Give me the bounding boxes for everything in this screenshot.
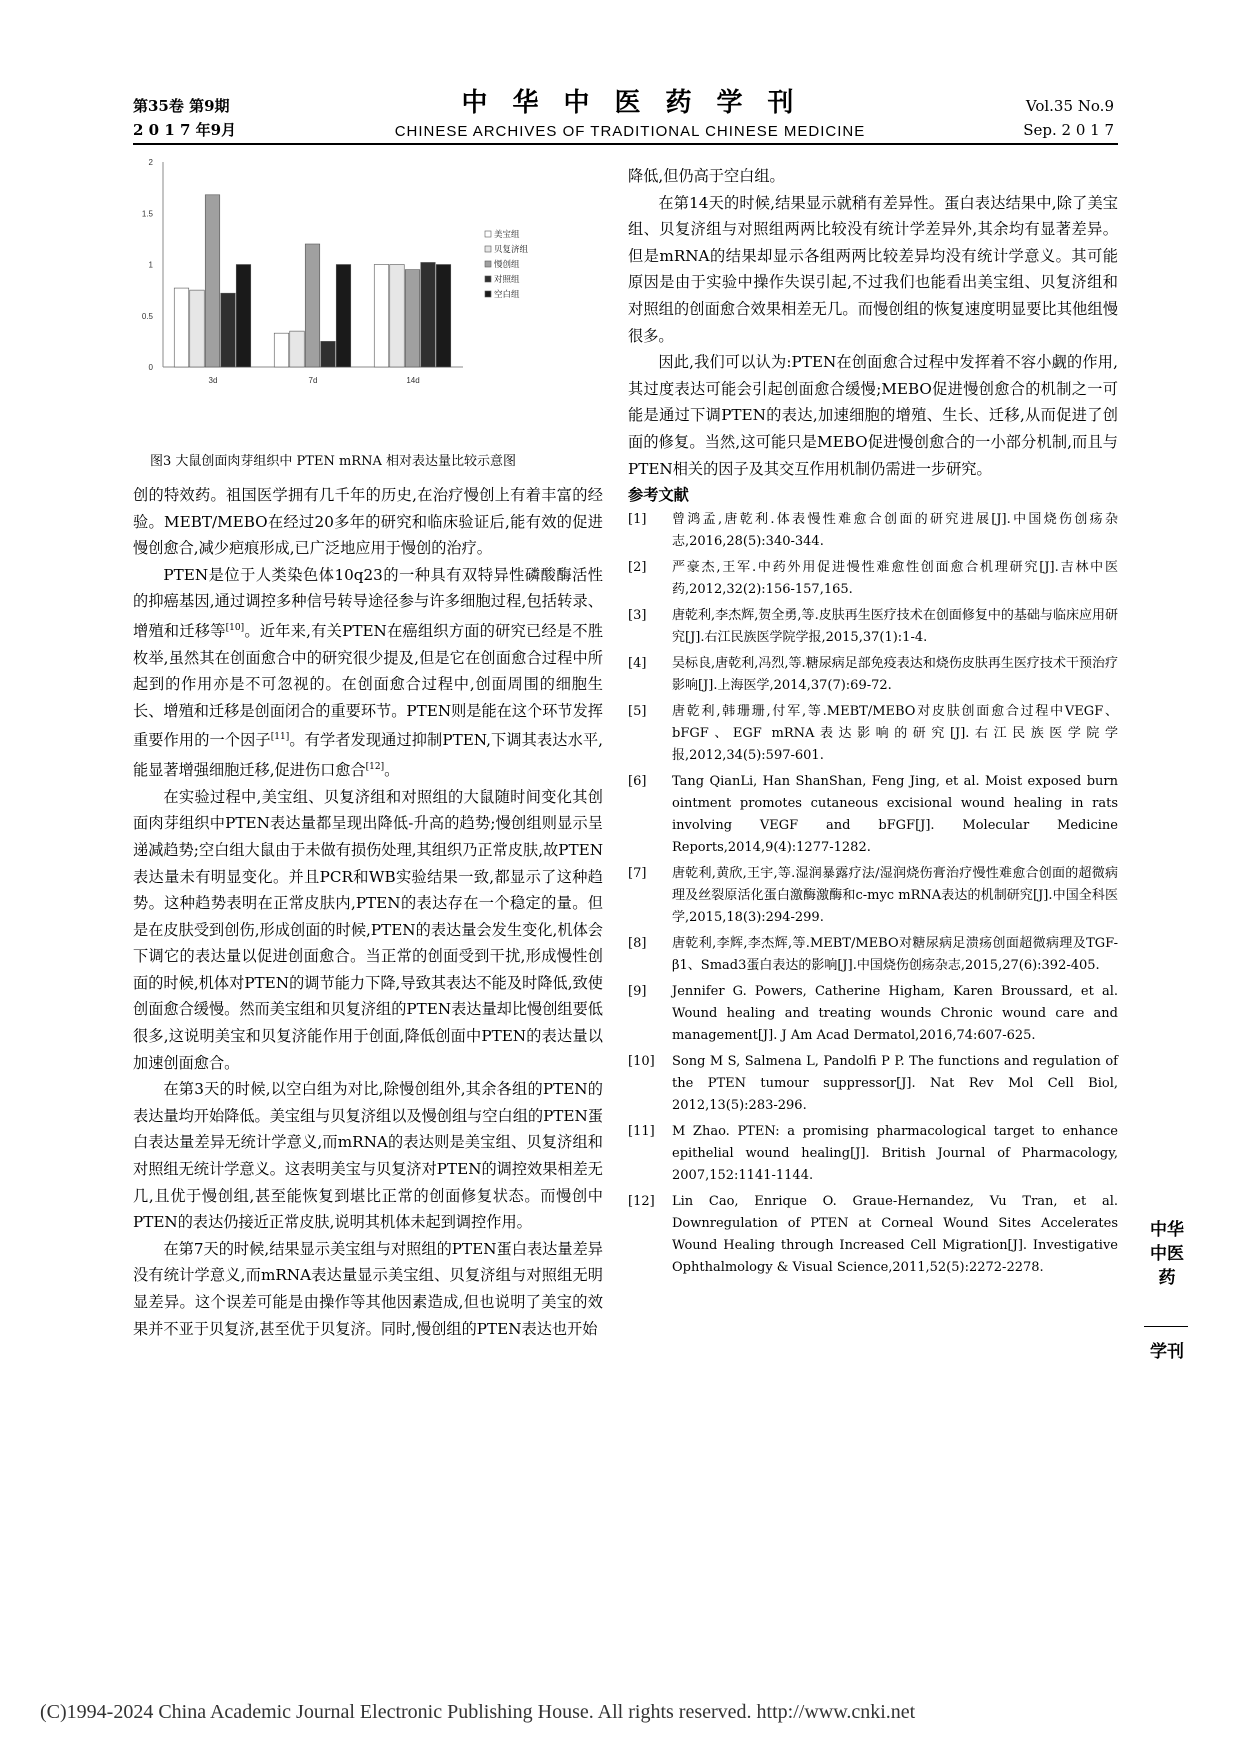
paragraph: 在第7天的时候,结果显示美宝组与对照组的PTEN蛋白表达量差异没有统计学意义,而mRNA表达量显示美宝组、贝复济组与对照组无明显差异。这个误差可能是由操作等其他因素造成,但也说明了美宝的效果并不亚于贝复济,甚至优于贝复济。同时,慢创组的PTEN表达也开始	[133, 1239, 603, 1338]
bar	[390, 265, 405, 368]
reference-number: [10]	[628, 1053, 655, 1069]
citation: [10]	[225, 622, 245, 633]
reference-number: [6]	[628, 773, 647, 789]
reference-list	[628, 509, 1118, 1279]
side-journal-mark: 中华中医药	[1150, 1220, 1184, 1288]
reference-text: Jennifer G. Powers, Catherine Higham, Karen Broussard, et al. Wound healing and treating wounds Chronic wound care and management[J]. J Am Acad Dermatol,2016,74:607-625.	[672, 983, 1118, 1043]
reference-number: [2]	[628, 559, 647, 575]
paragraph: 因此,我们可以认为:PTEN在创面愈合过程中发挥着不容小觑的作用,其过度表达可能会引起创面愈合缓慢;MEBO促进慢创愈合的机制之一可能是通过下调PTEN的表达,加速细胞的增殖、生长、迁移,从而促进了创面的修复。当然,这可能只是MEBO促进慢创愈合的一小部分机制,而且与PTEN相关的因子及其交互作用机制仍需进一步研究。	[628, 353, 1118, 478]
issue-date: 2 0 1 7 年9月	[133, 121, 237, 139]
reference-item	[628, 1051, 1118, 1117]
reference-number: [7]	[628, 865, 647, 881]
reference-item	[628, 701, 1118, 767]
reference-text: 唐乾利,韩珊珊,付军,等.MEBT/MEBO对皮肤创面愈合过程中VEGF、bFGF、EGF mRNA表达影响的研究[J].右江民族医学院学报,2012,34(5):597-601.	[672, 703, 1118, 763]
journal-subtitle: CHINESE ARCHIVES OF TRADITIONAL CHINESE MEDICINE	[394, 123, 866, 140]
reference-item	[628, 771, 1118, 859]
paragraph: 创的特效药。祖国医学拥有几千年的历史,在治疗慢创上有着丰富的经验。MEBT/MEBO在经过20多年的研究和临床验证后,能有效的促进慢创愈合,减少疤痕形成,已广泛地应用于慢创的治疗。	[133, 486, 603, 558]
reference-number: [5]	[628, 703, 647, 719]
citation: [11]	[270, 732, 290, 743]
bar	[436, 265, 451, 368]
bar	[190, 290, 205, 367]
x-tick-label: 14d	[406, 376, 420, 385]
legend-label: 空白组	[494, 289, 520, 299]
paragraph: 在第3天的时候,以空白组为对比,除慢创组外,其余各组的PTEN的表达量均开始降低。美宝组与贝复济组以及慢创组与空白组的PTEN蛋白表达量差异无统计学意义,而mRNA的表达则是美宝组、贝复济组和对照组无统计学意义。这表明美宝与贝复济对PTEN的调控效果相差无几,且优于慢创组,甚至能恢复到堪比正常的创面修复状态。而慢创中PTEN的表达仍接近正常皮肤,说明其机体未起到调控作用。	[133, 1080, 603, 1232]
x-tick-label: 3d	[208, 376, 218, 385]
issue-date-en: Sep. 2 0 1 7	[1023, 121, 1114, 139]
legend-swatch	[485, 231, 491, 237]
reference-item	[628, 933, 1118, 977]
paragraph: PTEN是位于人类染色体10q23的一种具有双特异性磷酸酶活性的抑癌基因,通过调控多种信号转导途径参与许多细胞过程,包括转录、增殖和迁移等[10]。近年来,有关PTEN在癌组织方面的研究已经是不胜枚举,虽然其在创面愈合中的研究很少提及,但是它在创面愈合过程中所起到的作用亦是不可忽视的。在创面愈合过程中,创面周围的细胞生长、增殖和迁移是创面闭合的重要环节。PTEN则是能在这个环节发挥重要作用的一个因子[11]。有学者发现通过抑制PTEN,下调其表达水平,能显著增强细胞迁移,促进伤口愈合[12]。	[133, 565, 604, 780]
reference-item	[628, 1121, 1118, 1187]
reference-text: 严豪杰,王军.中药外用促进慢性难愈性创面愈合机理研究[J].吉林中医药,2012,32(2):156-157,165.	[672, 559, 1118, 597]
side-rule	[1144, 1326, 1188, 1327]
reference-item	[628, 605, 1118, 649]
legend-label: 慢创组	[494, 259, 520, 269]
legend-label: 贝复济组	[494, 244, 529, 254]
bar	[274, 333, 289, 367]
bar	[336, 265, 351, 368]
issue-info	[133, 94, 236, 142]
pten-bar-chart	[133, 155, 603, 435]
journal-title: 中华中医药学刊	[461, 88, 819, 118]
reference-text: 曾鸿孟,唐乾利.体表慢性难愈合创面的研究进展[J].中国烧伤创疡杂志,2016,28(5):340-344.	[672, 511, 1118, 549]
reference-number: [1]	[628, 511, 647, 527]
reference-number: [8]	[628, 935, 647, 951]
reference-text: 吴标良,唐乾利,冯烈,等.糖尿病足部免疫表达和烧伤皮肤再生医疗技术干预治疗影响[J].上海医学,2014,37(7):69-72.	[672, 655, 1118, 693]
side-journal-mark-2: 学刊	[1150, 1342, 1184, 1362]
bar	[174, 288, 189, 367]
volume-issue: 第35卷 第9期	[133, 97, 230, 115]
reference-text: 唐乾利,李辉,李杰辉,等.MEBT/MEBO对糖尿病足溃疡创面超微病理及TGF-β1、Smad3蛋白表达的影响[J].中国烧伤创疡杂志,2015,27(6):392-405.	[672, 935, 1118, 973]
left-column	[133, 482, 603, 1342]
references-heading: 参考文献	[628, 486, 689, 505]
paragraph: 在实验过程中,美宝组、贝复济组和对照组的大鼠随时间变化其创面肉芽组织中PTEN表达量都呈现出降低-升高的趋势;慢创组则显示呈递减趋势;空白组大鼠由于未做有损伤处理,其组织乃正常皮肤,故PTEN表达量未有明显变化。并且PCR和WB实验结果一致,都显示了这种趋势。这种趋势表明在正常皮肤内,PTEN的表达存在一个稳定的量。但是在皮肤受到创伤,形成创面的时候,PTEN的表达量会发生变化,机体会下调它的表达量以促进创面愈合。当正常的创面受到干扰,形成慢性创面的时候,机体对PTEN的调节能力下降,导致其表达不能及时降低,致使创面愈合缓慢。然而美宝组和贝复济组的PTEN表达量却比慢创组要低很多,这说明美宝和贝复济能作用于创面,降低创面中PTEN的表达量以加速创面愈合。	[133, 787, 603, 1072]
bar	[421, 262, 436, 367]
reference-item	[628, 981, 1118, 1047]
bar	[321, 341, 336, 367]
reference-item	[628, 863, 1118, 929]
y-tick-label: 0.5	[141, 311, 153, 321]
citation: [12]	[365, 762, 385, 773]
reference-number: [9]	[628, 983, 647, 999]
legend-label: 美宝组	[494, 229, 520, 239]
volume-issue-en: Vol.35 No.9	[1025, 97, 1114, 115]
reference-text: 唐乾利,黄欣,王宇,等.湿润暴露疗法/湿润烧伤膏治疗慢性难愈合创面的超微病理及丝裂原活化蛋白激酶激酶和c-myc mRNA表达的机制研究[J].中国全科医学,2015,18(3):294-299.	[672, 865, 1118, 925]
reference-item	[628, 557, 1118, 601]
issue-info-en	[1023, 94, 1114, 142]
legend-label: 对照组	[494, 274, 520, 284]
reference-item	[628, 653, 1118, 697]
paragraph: 降低,但仍高于空白组。	[628, 167, 785, 185]
x-tick-label: 7d	[308, 376, 318, 385]
bar	[405, 270, 420, 367]
reference-number: [12]	[628, 1193, 655, 1209]
y-tick-label: 0	[148, 363, 153, 372]
legend-swatch	[485, 261, 491, 267]
y-tick-label: 1.5	[141, 209, 153, 219]
bar	[305, 244, 320, 367]
figure-caption: 图3 大鼠创面肉芽组织中 PTEN mRNA 相对表达量比较示意图	[150, 454, 516, 469]
reference-text: Song M S, Salmena L, Pandolfi P P. The functions and regulation of the PTEN tumour suppressor[J]. Nat Rev Mol Cell Biol, 2012,13(5):283-296.	[672, 1053, 1118, 1113]
reference-text: 唐乾利,李杰辉,贺全勇,等.皮肤再生医疗技术在创面修复中的基础与临床应用研究[J].右江民族医学院学报,2015,37(1):1-4.	[672, 607, 1118, 645]
header-rule	[133, 143, 1118, 145]
reference-item	[628, 1191, 1118, 1279]
reference-text: Lin Cao, Enrique O. Graue-Hernandez, Vu Tran, et al. Downregulation of PTEN at Corneal Wound Sites Accelerates Wound Healing through Increased Cell Migration[J]. Investigative Ophthalmology & Visual Science,2011,52(5):2272-2278.	[672, 1193, 1118, 1275]
legend-swatch	[485, 291, 491, 297]
reference-number: [3]	[628, 607, 647, 623]
reference-number: [4]	[628, 655, 647, 671]
bar	[205, 195, 220, 367]
bar	[290, 331, 305, 367]
reference-number: [11]	[628, 1123, 655, 1139]
reference-text: Tang QianLi, Han ShanShan, Feng Jing, et al. Moist exposed burn ointment promotes cutaneous excisional wound healing in rats involving VEGF and bFGF[J]. Molecular Medicine Reports,2014,9(4):1277-1282.	[672, 773, 1118, 855]
reference-item	[628, 509, 1118, 553]
bar	[221, 293, 236, 367]
y-tick-label: 2	[148, 158, 153, 167]
bar	[374, 265, 389, 368]
right-column	[628, 163, 1118, 1283]
reference-text: M Zhao. PTEN: a promising pharmacological target to enhance epithelial wound healing[J]. British Journal of Pharmacology, 2007,152:1141-1144.	[672, 1123, 1118, 1183]
legend-swatch	[485, 276, 491, 282]
journal-masthead	[360, 82, 900, 140]
paragraph: 在第14天的时候,结果显示就稍有差异性。蛋白表达结果中,除了美宝组、贝复济组与对照组两两比较没有统计学差异外,其余均有显著差异。但是mRNA的结果却显示各组两两比较差异均没有统计学意义。其可能原因是由于实验中操作失误引起,不过我们也能看出美宝组、贝复济组和对照组的创面愈合效果相差无几。而慢创组的恢复速度明显要比其他组慢很多。	[628, 193, 1118, 345]
copyright-footer: (C)1994-2024 China Academic Journal Electronic Publishing House. All rights reserved. http://www.cnki.net	[40, 1701, 916, 1723]
bar	[236, 265, 251, 368]
legend-swatch	[485, 246, 491, 252]
y-tick-label: 1	[148, 260, 153, 270]
